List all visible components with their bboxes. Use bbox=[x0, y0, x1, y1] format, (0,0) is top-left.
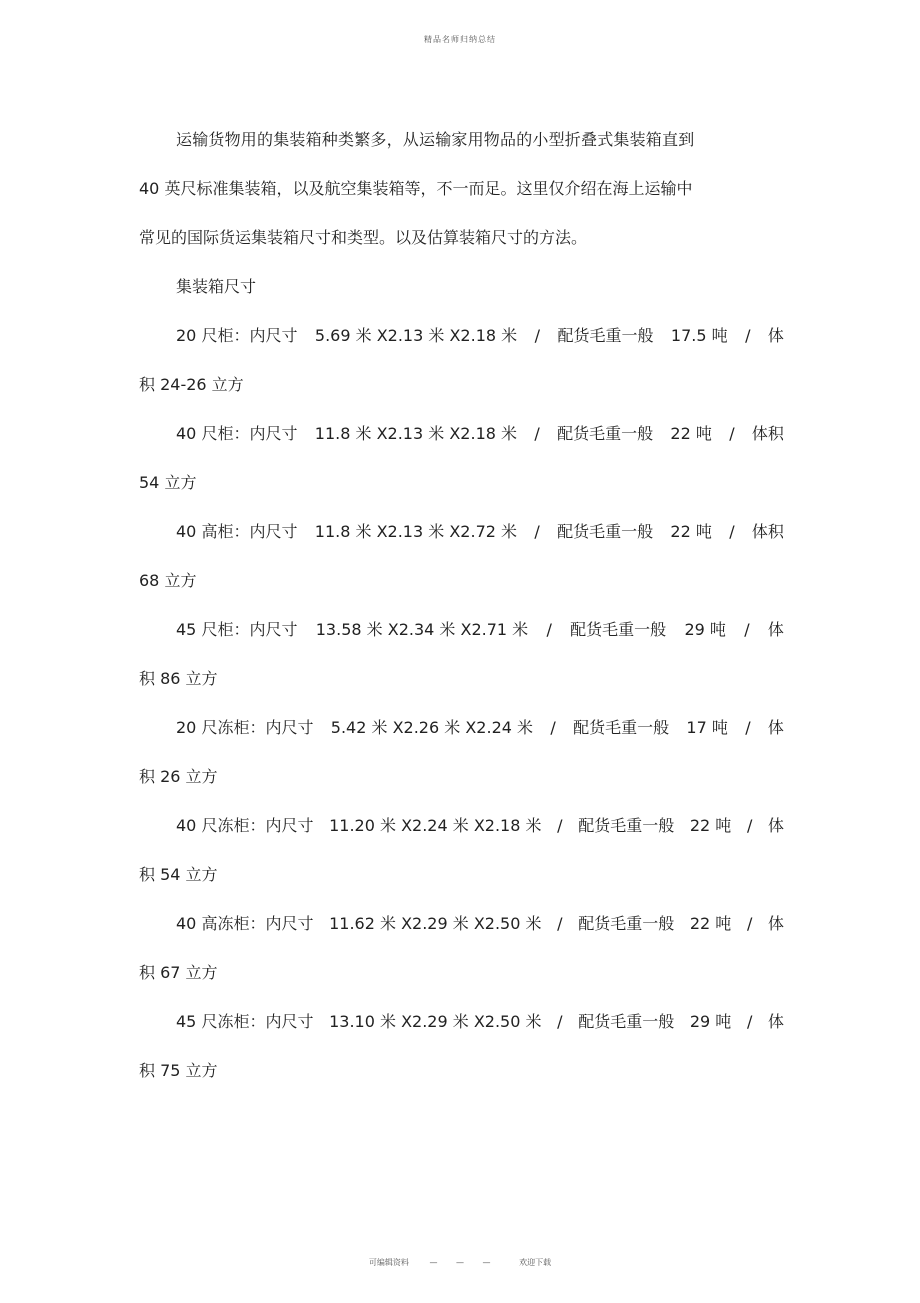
entry-segment: / bbox=[729, 522, 735, 541]
entry-segment: 20 尺冻柜：内尺寸 bbox=[176, 718, 314, 737]
entry-segment: 体 bbox=[767, 718, 784, 737]
entry-segment: 体积 bbox=[751, 522, 784, 541]
entry-continuation: 积 75 立方 bbox=[139, 1061, 218, 1080]
entry-continuation: 积 24-26 立方 bbox=[139, 375, 244, 394]
entry-segment: 40 高冻柜：内尺寸 bbox=[176, 914, 314, 933]
entry-segment: 45 尺冻柜：内尺寸 bbox=[176, 1012, 314, 1031]
entry-segment: / bbox=[744, 620, 750, 639]
entry-segment: 40 尺柜：内尺寸 bbox=[176, 424, 298, 443]
entry-segment: / bbox=[746, 816, 753, 835]
entry-segment: / bbox=[745, 718, 751, 737]
entry-segment: 配货毛重一般 bbox=[578, 914, 675, 933]
entry-segment: 22 吨 bbox=[689, 816, 732, 835]
entry-continuation: 积 54 立方 bbox=[139, 865, 218, 884]
entry-segment: 20 尺柜：内尺寸 bbox=[176, 326, 298, 345]
entry-segment: / bbox=[534, 424, 540, 443]
section-title: 集装箱尺寸 bbox=[176, 277, 257, 296]
entry-segment: 5.42 米 X2.26 米 X2.24 米 bbox=[330, 718, 534, 737]
entry-line bbox=[139, 519, 784, 568]
entry-segment: / bbox=[557, 816, 563, 835]
entry-segment: / bbox=[746, 1012, 753, 1031]
entry-segment: 22 吨 bbox=[670, 522, 712, 541]
footer-left: 可编辑资料 bbox=[368, 1258, 409, 1267]
entry-continuation: 积 26 立方 bbox=[139, 767, 218, 786]
entry-segment: 45 尺柜：内尺寸 bbox=[176, 620, 298, 639]
entry-segment: / bbox=[550, 718, 556, 737]
entry-segment: 29 吨 bbox=[689, 1012, 732, 1031]
entry-segment: 40 高柜：内尺寸 bbox=[176, 522, 298, 541]
entry-segment: 5.69 米 X2.13 米 X2.18 米 bbox=[314, 326, 518, 345]
entry-segment: 体积 bbox=[751, 424, 784, 443]
entry-segment: 体 bbox=[767, 816, 784, 835]
entry-segment: / bbox=[557, 1012, 563, 1031]
entry-segment: / bbox=[745, 326, 751, 345]
entry-segment: 配货毛重一般 bbox=[557, 522, 654, 541]
intro-line-3: 常见的国际货运集装箱尺寸和类型。以及估算装箱尺寸的方法。 bbox=[139, 228, 588, 247]
entry-segment: 17 吨 bbox=[686, 718, 728, 737]
entry-segment: 配货毛重一般 bbox=[570, 620, 667, 639]
document-body bbox=[139, 127, 784, 1107]
entry-line bbox=[139, 715, 784, 764]
entry-line bbox=[139, 911, 784, 960]
entry-continuation: 积 67 立方 bbox=[139, 963, 218, 982]
intro-line-2: 40 英尺标准集装箱，以及航空集装箱等，不一而足。这里仅介绍在海上运输中 bbox=[139, 179, 693, 198]
entry-line bbox=[139, 1009, 784, 1058]
entry-segment: / bbox=[557, 914, 563, 933]
container-size-list bbox=[139, 323, 784, 1107]
entry-line bbox=[139, 617, 784, 666]
entry-segment: 配货毛重一般 bbox=[557, 326, 654, 345]
entry-segment: 配货毛重一般 bbox=[573, 718, 670, 737]
entry-segment: 13.10 米 X2.29 米 X2.50 米 bbox=[329, 1012, 542, 1031]
entry-segment: / bbox=[546, 620, 552, 639]
entry-segment: 体 bbox=[767, 326, 784, 345]
entry-continuation: 积 86 立方 bbox=[139, 669, 218, 688]
entry-segment: / bbox=[729, 424, 735, 443]
page-footer bbox=[0, 1257, 920, 1268]
entry-segment: 13.58 米 X2.34 米 X2.71 米 bbox=[315, 620, 529, 639]
entry-line bbox=[139, 323, 784, 372]
entry-segment: 体 bbox=[767, 1012, 784, 1031]
entry-segment: 11.62 米 X2.29 米 X2.50 米 bbox=[329, 914, 542, 933]
entry-segment: / bbox=[534, 326, 540, 345]
page-header: 精品名师归纳总结 bbox=[424, 35, 496, 44]
entry-segment: 11.8 米 X2.13 米 X2.18 米 bbox=[314, 424, 518, 443]
intro-line-1: 运输货物用的集装箱种类繁多，从运输家用物品的小型折叠式集装箱直到 bbox=[176, 130, 695, 149]
entry-segment: 17.5 吨 bbox=[670, 326, 728, 345]
entry-segment: 体 bbox=[767, 914, 784, 933]
entry-segment: 配货毛重一般 bbox=[557, 424, 654, 443]
entry-segment: 22 吨 bbox=[670, 424, 712, 443]
entry-segment: / bbox=[534, 522, 540, 541]
entry-segment: 配货毛重一般 bbox=[578, 1012, 675, 1031]
entry-segment: 22 吨 bbox=[689, 914, 732, 933]
footer-right: 欢迎下载 bbox=[519, 1258, 552, 1267]
footer-dash: — — — bbox=[429, 1258, 499, 1267]
entry-segment: 11.20 米 X2.24 米 X2.18 米 bbox=[329, 816, 542, 835]
entry-continuation: 54 立方 bbox=[139, 473, 197, 492]
entry-segment: / bbox=[746, 914, 753, 933]
entry-segment: 体 bbox=[767, 620, 784, 639]
entry-line bbox=[139, 813, 784, 862]
entry-line bbox=[139, 421, 784, 470]
entry-segment: 11.8 米 X2.13 米 X2.72 米 bbox=[314, 522, 518, 541]
entry-segment: 29 吨 bbox=[684, 620, 726, 639]
entry-continuation: 68 立方 bbox=[139, 571, 197, 590]
entry-segment: 40 尺冻柜：内尺寸 bbox=[176, 816, 314, 835]
entry-segment: 配货毛重一般 bbox=[578, 816, 675, 835]
